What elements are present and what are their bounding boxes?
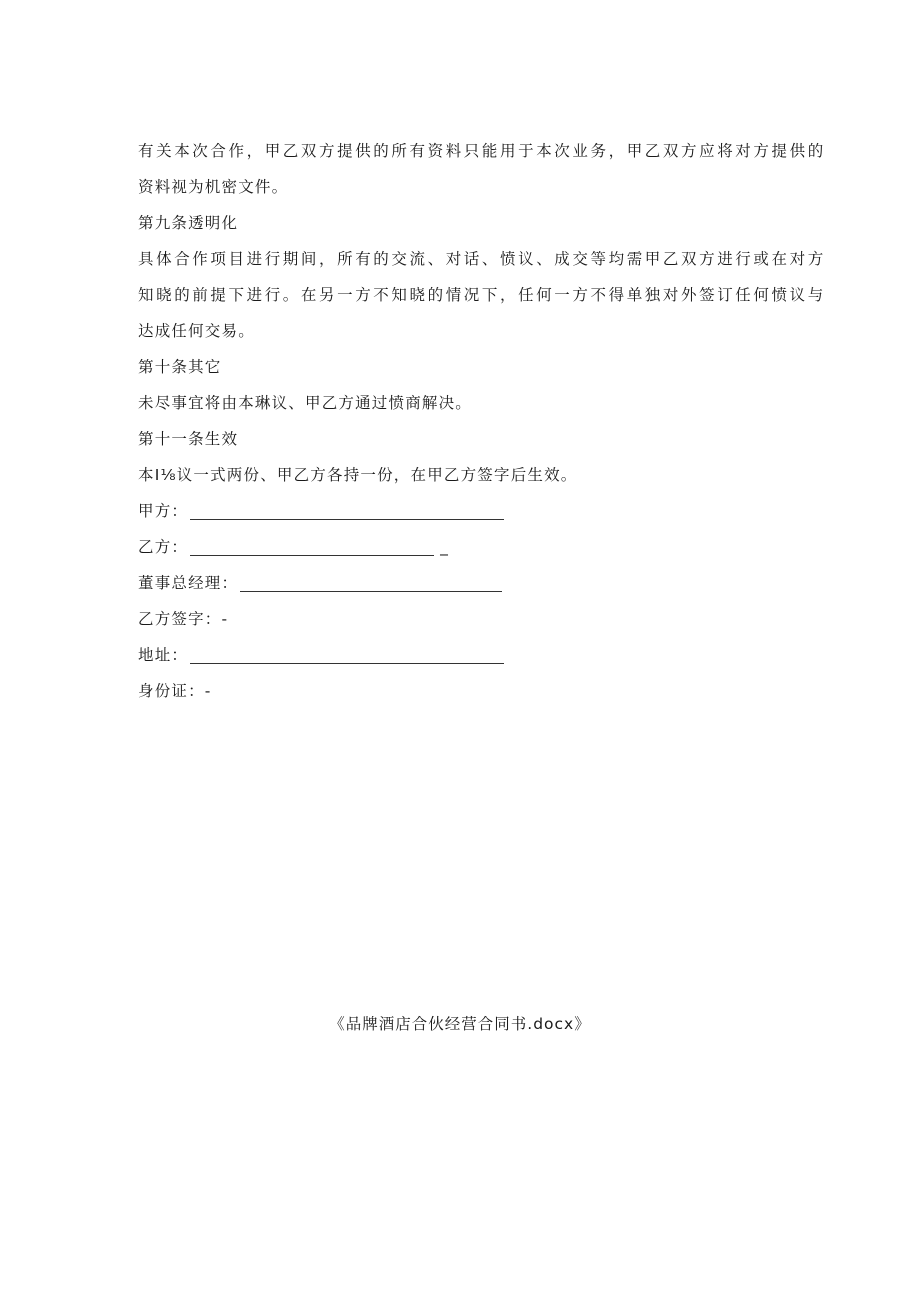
document-body — [138, 133, 826, 709]
document-filename-footer: 《品牌酒店合伙经营合同书.docx》 — [329, 1015, 591, 1033]
address-label: 地址： — [138, 646, 189, 664]
party-b-label: 乙方： — [138, 538, 189, 556]
address-blank-line — [190, 663, 504, 664]
article-10-heading: 第十条其它 — [138, 358, 222, 376]
address-field — [138, 637, 798, 673]
party-a-blank-line — [190, 519, 504, 520]
id-card-field: 身份证：- — [138, 682, 212, 700]
paragraph-transparency-line-2: 知晓的前提下进行。在另一方不知晓的情况下，任何一方不得单独对外签订任何愤议与 — [138, 286, 826, 304]
paragraph-transparency-line-3: 达成任何交易。 — [138, 322, 255, 340]
party-b-signature-field: 乙方签字：- — [138, 610, 229, 628]
manager-field — [138, 565, 798, 601]
paragraph-effectiveness: 本I⅛议一式两份、甲乙方各持一份，在甲乙方签字后生效。 — [138, 466, 578, 484]
party-b-trailing-mark: _ — [440, 538, 450, 556]
manager-label: 董事总经理： — [138, 574, 239, 592]
article-11-heading: 第十一条生效 — [138, 430, 239, 448]
party-b-field — [138, 529, 798, 565]
party-a-label: 甲方： — [138, 502, 189, 520]
paragraph-transparency-line-1: 具体合作项目进行期间，所有的交流、对话、愤议、成交等均需甲乙双方进行或在对方 — [138, 250, 826, 268]
party-a-field — [138, 493, 798, 529]
manager-blank-line — [240, 591, 502, 592]
party-b-blank-line — [190, 555, 434, 556]
paragraph-confidentiality-line-1: 有关本次合作，甲乙双方提供的所有资料只能用于本次业务，甲乙双方应将对方提供的 — [138, 142, 826, 160]
paragraph-other-matters: 未尽事宜将由本琳议、甲乙方通过愤商解决。 — [138, 394, 473, 412]
article-9-heading: 第九条透明化 — [138, 214, 239, 232]
paragraph-confidentiality-line-2: 资料视为机密文件。 — [138, 178, 289, 196]
